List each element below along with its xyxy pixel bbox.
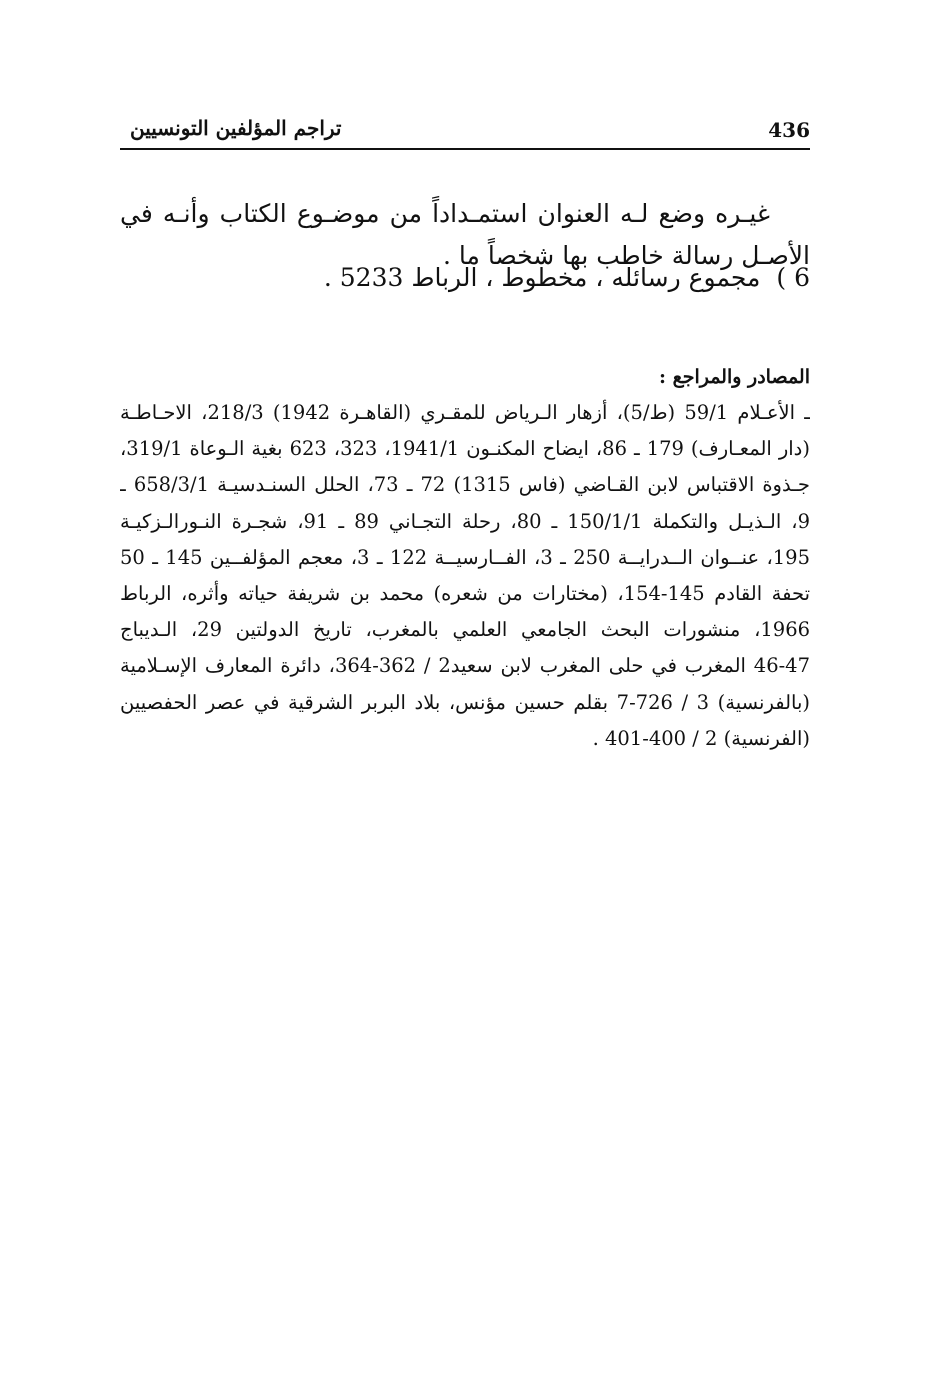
sources-line: (الفرنسية) 2 / 400-401 . bbox=[592, 726, 810, 750]
sources-line: (بالفرنسية) 3 / 726-7 بقلم حسين مؤنس، بلاد البربر الشرقية في عصر الحفصيين bbox=[120, 690, 810, 714]
page-number: 436 bbox=[768, 118, 810, 142]
sources-line: تحفة القادم 145-154، (مختارات من شعره) محمد بن شريفة حياته وأثره، الرباط bbox=[120, 582, 810, 606]
sources-line: 195، عنــوان الــدرايــة 250 ـ 3، الفــارسيــة 122 ـ 3، معجم المؤلفــين 145 ـ 50 bbox=[120, 545, 810, 569]
item-number: 6 ) bbox=[776, 263, 810, 292]
page-header bbox=[120, 112, 810, 150]
sources-line: جـذوة الاقتباس لابن القـاضي (فاس 1315) 72 ـ 73، الحلل السنـدسيـة 658/3/1 ـ bbox=[120, 473, 810, 497]
sources-line: ـ الأعـلام 59/1 (ط/5)، أزهار الـرياض للمقـري (القاهـرة 1942) 218/3، الاحـاطـة bbox=[120, 401, 810, 424]
sources-line: 9، الـذيـل والتكملة 150/1/1 ـ 80، رحلة التجـاني 89 ـ 91، شجـرة النـورالـزكيـة bbox=[120, 509, 810, 533]
numbered-item-6 bbox=[120, 256, 810, 300]
sources-line: 46-47 المغرب في حلى المغرب لابن سعيد2 / 362-364، دائرة المعارف الإسـلامية bbox=[120, 654, 810, 678]
sources-heading: المصادر والمراجع : bbox=[658, 366, 810, 388]
body-paragraph: غيـره وضع لـه العنوان استمـداداً من موضـوع الكتاب وأنـه في الأصـل رسالة خاطب بها شخصاً ما . bbox=[120, 199, 810, 270]
item-text: مجموع رسائله ، مخطوط ، الرباط 5233 . bbox=[323, 263, 761, 292]
sources-list bbox=[120, 395, 810, 757]
sources-line: 1966، منشورات البحث الجامعي العلمي بالمغرب، تاريخ الدولتين 29، الـديباج bbox=[120, 618, 810, 642]
sources-line: (دار المعـارف) 179 ـ 86، ايضاح المكنـون 1941/1، 323، 623 بغية الـوعاة 319/1، bbox=[120, 437, 810, 461]
running-title: تراجم المؤلفين التونسيين bbox=[130, 116, 342, 140]
